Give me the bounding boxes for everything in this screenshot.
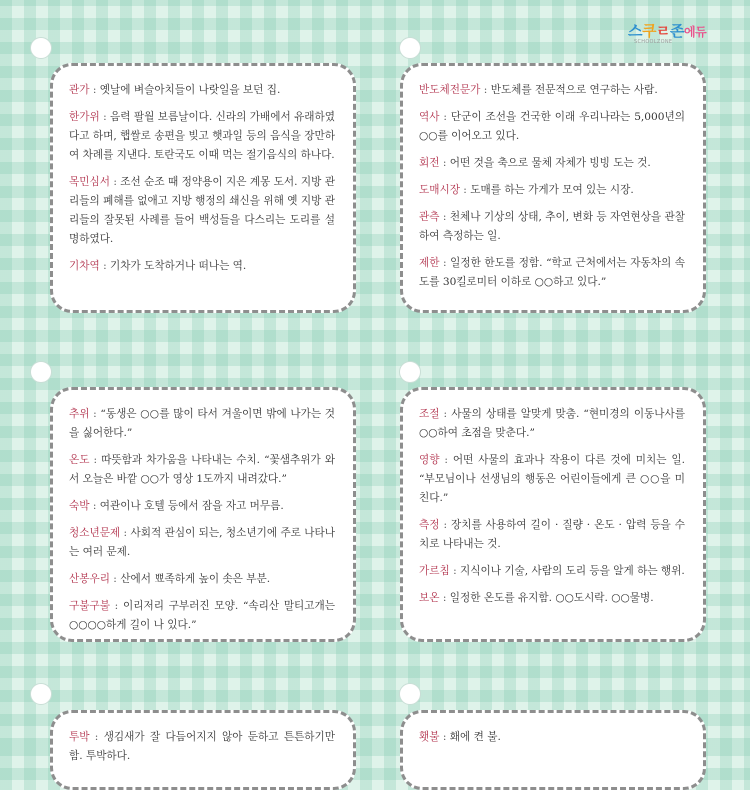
- vocab-entry: [419, 589, 685, 608]
- vocab-term: 영향: [419, 454, 440, 466]
- term-separator: :: [99, 260, 111, 272]
- vocab-entry: [419, 81, 685, 100]
- vocab-term: 회전: [419, 157, 440, 169]
- vocab-term: 역사: [419, 111, 440, 123]
- vocab-definition: 기차가 도착하거나 떠나는 역.: [110, 260, 247, 272]
- vocab-definition: 단군이 조선을 건국한 이래 우리나라는 5,000년의 ○○를 이어오고 있다.: [419, 111, 685, 142]
- term-separator: :: [89, 408, 101, 420]
- term-separator: :: [459, 184, 471, 196]
- vocab-term: 추위: [69, 408, 90, 420]
- vocab-term: 반도체전문가: [419, 84, 481, 96]
- term-separator: :: [439, 454, 453, 466]
- vocab-entry: [69, 570, 335, 589]
- term-separator: :: [439, 211, 450, 223]
- vocab-entry: [419, 562, 685, 581]
- vocab-card: [400, 710, 706, 790]
- term-separator: :: [480, 84, 491, 96]
- vocab-definition: 반도체를 전문적으로 연구하는 사람.: [490, 84, 658, 96]
- binder-hole: [30, 361, 52, 383]
- vocab-entry: [69, 173, 335, 249]
- term-separator: :: [89, 500, 100, 512]
- binder-hole: [399, 683, 421, 705]
- vocab-term: 목민심서: [69, 176, 110, 188]
- vocab-definition: 사회적 관심이 되는, 청소년기에 주로 나타나는 여러 문제.: [69, 527, 335, 558]
- term-separator: :: [439, 519, 451, 531]
- vocab-entry: [69, 451, 335, 489]
- logo-wordmark: [628, 20, 738, 41]
- vocab-entry: [69, 497, 335, 516]
- vocab-definition: 지식이나 기술, 사람의 도리 등을 알게 하는 행위.: [460, 565, 685, 577]
- vocab-term: 관가: [69, 84, 90, 96]
- vocab-card: [400, 63, 706, 313]
- vocab-term: 산봉우리: [69, 573, 110, 585]
- vocab-term: 청소년문제: [69, 527, 121, 539]
- vocab-definition: 이리저리 구부러진 모양. “속리산 말티고개는 ○○○○하게 길이 나 있다.”: [69, 600, 335, 631]
- vocab-definition: 음력 팔월 보름날이다. 신라의 가배에서 유래하였다고 하며, 햅쌀로 송편을 빚고 햇과일 등의 음식을 장만하여 차례를 지낸다. 토란국도 이때 먹는 절기음식의 하나다.: [69, 111, 335, 161]
- vocab-definition: 홰에 켠 불.: [449, 731, 501, 743]
- vocab-term: 횃불: [419, 731, 440, 743]
- vocab-definition: “동생은 ○○를 많이 타서 겨울이면 밖에 나가는 것을 싫어한다.”: [69, 408, 335, 439]
- vocab-term: 관측: [419, 211, 440, 223]
- vocab-entry: [69, 524, 335, 562]
- term-separator: :: [89, 84, 100, 96]
- term-separator: :: [89, 454, 102, 466]
- logo-char: ㄹ: [656, 22, 670, 40]
- vocab-term: 기차역: [69, 260, 100, 272]
- vocab-term: 측정: [419, 519, 440, 531]
- vocab-definition: 일정한 한도를 정함. “학교 근처에서는 자동차의 속도를 30킬로미터 이하로 ○○하고 있다.”: [419, 257, 685, 288]
- logo-char: 에듀: [684, 25, 707, 39]
- vocab-entry: [419, 451, 685, 508]
- vocab-definition: 여관이나 호텔 등에서 잠을 자고 머무름.: [99, 500, 284, 512]
- vocab-definition: 장치를 사용하여 길이 · 질량 · 온도 · 압력 등을 수치로 나타내는 것.: [419, 519, 685, 550]
- vocab-entry: [69, 257, 335, 276]
- vocab-entry: [419, 728, 685, 747]
- vocab-term: 도매시장: [419, 184, 460, 196]
- logo-char: 존: [670, 22, 684, 40]
- term-separator: :: [439, 157, 450, 169]
- vocab-entry: [69, 108, 335, 165]
- vocab-definition: 천체나 기상의 상태, 추이, 변화 등 자연현상을 관찰하여 측정하는 일.: [419, 211, 685, 242]
- vocab-card: [50, 387, 356, 642]
- vocab-definition: 사물의 상태를 알맞게 맞춤. “현미경의 이동나사를 ○○하여 초점을 맞춘다.”: [419, 408, 685, 439]
- vocab-term: 온도: [69, 454, 90, 466]
- schoolzone-logo: [628, 20, 738, 54]
- vocab-definition: 일정한 온도를 유지함. ○○도시락. ○○물병.: [449, 592, 654, 604]
- term-separator: :: [439, 408, 452, 420]
- logo-char: 쿠: [642, 22, 656, 40]
- term-separator: :: [109, 600, 124, 612]
- logo-subtitle: SCHOOLZONE: [634, 39, 673, 45]
- vocab-definition: 산에서 뾰족하게 높이 솟은 부분.: [120, 573, 271, 585]
- term-separator: :: [89, 731, 104, 743]
- term-separator: :: [439, 257, 451, 269]
- vocab-entry: [419, 154, 685, 173]
- vocab-definition: 조선 순조 때 정약용이 지은 계몽 도서. 지방 관리들의 폐해를 없애고 지방 행정의 쇄신을 위해 옛 지방 관리들의 잘못된 사례를 들어 백성들을 다스리는 도리를 설명하였다.: [69, 176, 335, 245]
- vocab-definition: 어떤 것을 축으로 물체 자체가 빙빙 도는 것.: [449, 157, 651, 169]
- term-separator: :: [120, 527, 131, 539]
- term-separator: :: [99, 111, 111, 123]
- vocab-definition: 생김새가 잘 다듬어지지 않아 둔하고 튼튼하기만 함. 투박하다.: [69, 731, 335, 762]
- vocab-entry: [419, 516, 685, 554]
- vocab-term: 숙박: [69, 500, 90, 512]
- vocab-entry: [69, 597, 335, 635]
- vocab-entry: [419, 181, 685, 200]
- vocab-definition: 도매를 하는 가게가 모여 있는 시장.: [470, 184, 634, 196]
- term-separator: :: [439, 731, 450, 743]
- vocab-entry: [419, 254, 685, 292]
- vocab-term: 조절: [419, 408, 440, 420]
- vocab-term: 한가위: [69, 111, 100, 123]
- term-separator: :: [109, 176, 121, 188]
- term-separator: :: [449, 565, 461, 577]
- vocab-definition: 어떤 사물의 효과나 작용이 다른 것에 미치는 일. “부모님이나 선생님의 행동은 어린이들에게 큰 ○○을 미친다.”: [419, 454, 685, 504]
- vocab-entry: [69, 405, 335, 443]
- vocab-card: [400, 387, 706, 642]
- vocab-entry: [69, 728, 335, 766]
- binder-hole: [30, 683, 52, 705]
- vocab-entry: [419, 405, 685, 443]
- vocab-definition: 따뜻함과 차가움을 나타내는 수치. “꽃샘추위가 와서 오늘은 바깥 ○○가 영상 1도까지 내려갔다.”: [69, 454, 335, 485]
- logo-char: 스: [628, 22, 642, 40]
- vocab-term: 구불구불: [69, 600, 110, 612]
- binder-hole: [399, 361, 421, 383]
- binder-hole: [399, 37, 421, 59]
- vocab-entry: [69, 81, 335, 100]
- vocab-term: 투박: [69, 731, 90, 743]
- vocab-card: [50, 63, 356, 313]
- vocab-term: 보온: [419, 592, 440, 604]
- term-separator: :: [439, 592, 450, 604]
- vocab-definition: 옛날에 벼슬아치들이 나랏일을 보던 집.: [99, 84, 281, 96]
- vocab-entry: [419, 108, 685, 146]
- term-separator: :: [439, 111, 451, 123]
- term-separator: :: [109, 573, 121, 585]
- vocab-term: 가르침: [419, 565, 450, 577]
- vocab-entry: [419, 208, 685, 246]
- binder-hole: [30, 37, 52, 59]
- vocab-card: [50, 710, 356, 790]
- vocab-term: 제한: [419, 257, 440, 269]
